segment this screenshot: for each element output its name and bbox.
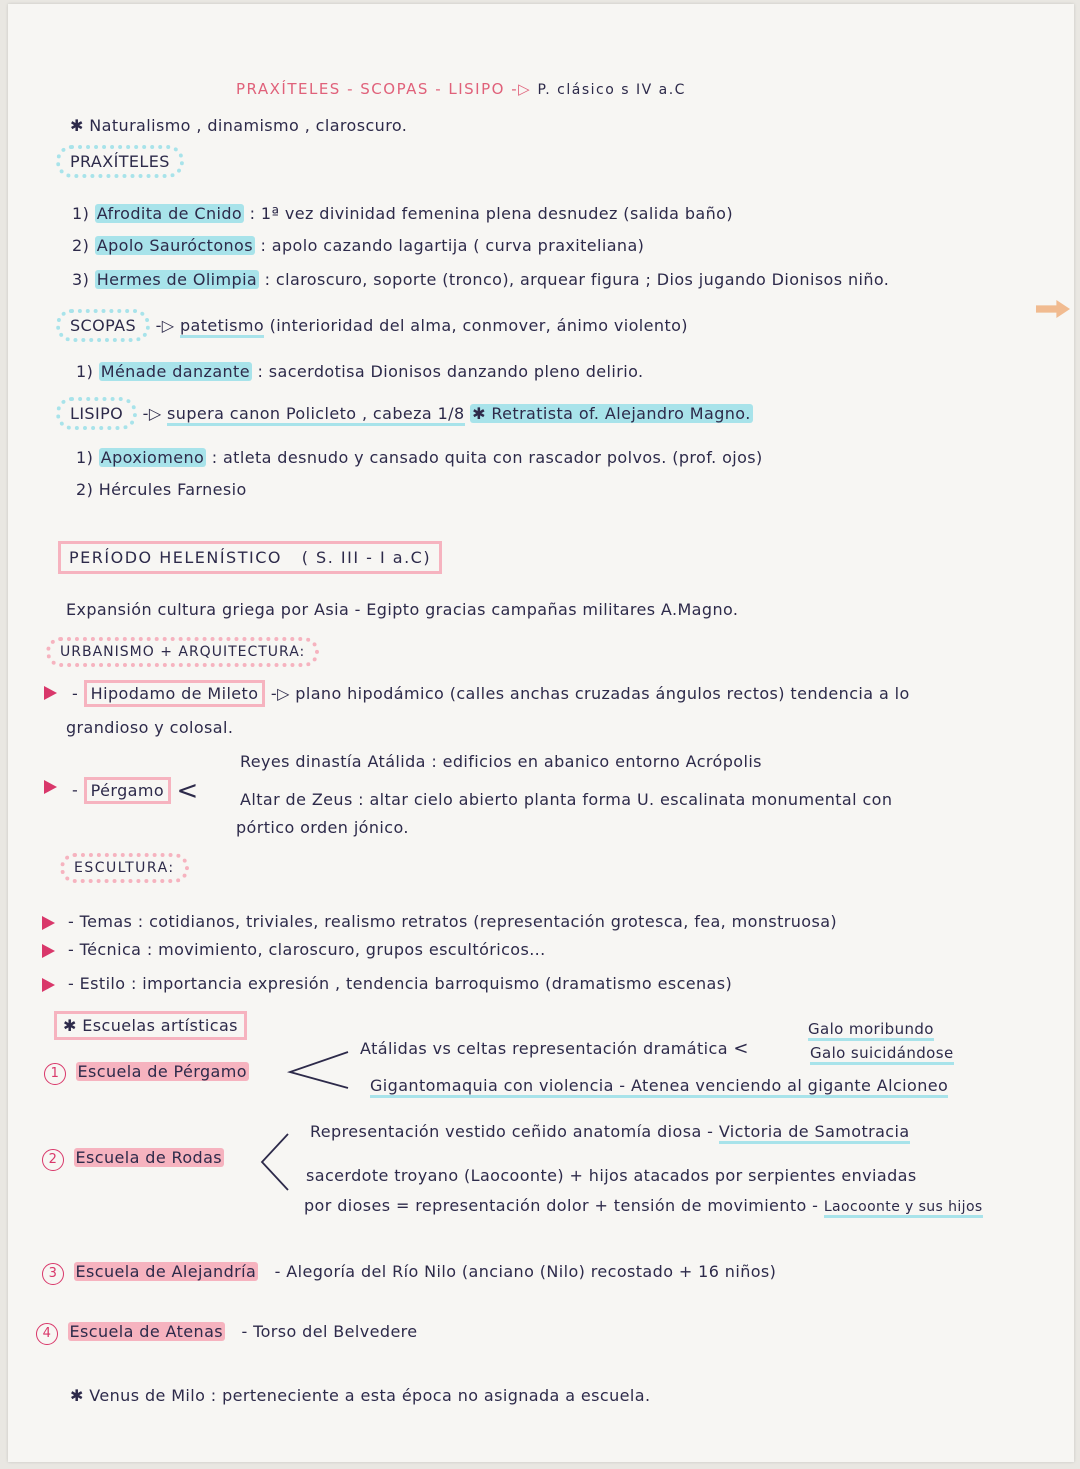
pergamo-school-line-1: Atálidas vs celtas representación dramática < (360, 1038, 749, 1059)
bullet-triangle-icon (44, 780, 57, 794)
escuela-pergamo: 1 Escuela de Pérgamo (44, 1062, 249, 1085)
escuela-rodas: 2 Escuela de Rodas (42, 1148, 224, 1171)
escultura-temas: - Temas : cotidianos, triviales, realismo retratos (representación grotesca, fea, monstruosa) (68, 912, 838, 931)
escuela-alejandria: 3 Escuela de Alejandría - Alegoría del Río Nilo (anciano (Nilo) recostado + 16 niños) (42, 1262, 776, 1285)
escultura-tecnica: - Técnica : movimiento, claroscuro, grupos escultóricos... (68, 940, 546, 959)
scopas-title: SCOPAS (56, 309, 150, 342)
hipodamo-line: - Hipodamo de Mileto -▷ plano hipodámico (calles anchas cruzadas ángulos rectos) tendencia a lo (72, 684, 910, 703)
pergamo-line-1: Reyes dinastía Atálida : edificios en abanico entorno Acrópolis (240, 752, 762, 771)
pergamo-school-line-2: Gigantomaquia con violencia - Atenea venciendo al gigante Alcioneo (370, 1076, 948, 1095)
bracket-icon (286, 1048, 350, 1092)
escultura-estilo: - Estilo : importancia expresión , tendencia barroquismo (dramatismo escenas) (68, 974, 733, 993)
traits-line: ✱ Naturalismo , dinamismo , claroscuro. (70, 116, 408, 135)
arrow-icon: -▷ (511, 80, 532, 98)
page-heading (236, 80, 686, 98)
heading-period: P. clásico s IV a.C (537, 82, 686, 98)
escuelas-title: ✱ Escuelas artísticas (54, 1016, 247, 1035)
rodas-line-3: por dioses = representación dolor + tensión de movimiento - Laocoonte y sus hijos (304, 1196, 983, 1215)
scopas-line: SCOPAS -▷ patetismo (interioridad del alma, conmover, ánimo violento) (56, 316, 688, 335)
urbanismo-title: URBANISMO + ARQUITECTURA: (46, 644, 319, 660)
lisipo-item-2: 2) Hércules Farnesio (76, 480, 247, 499)
pergamo-line-2: Altar de Zeus : altar cielo abierto planta forma U. escalinata monumental con (240, 790, 893, 809)
bullet-triangle-icon (42, 978, 55, 992)
bullet-triangle-icon (42, 944, 55, 958)
arrow-icon: -▷ (142, 404, 162, 423)
lisipo-line: LISIPO -▷ supera canon Policleto , cabeza 1/8 ✱ Retratista of. Alejandro Magno. (56, 404, 753, 423)
pergamo-line-3: pórtico orden jónico. (236, 818, 409, 837)
galo-suicidandose: Galo suicidándose (810, 1044, 954, 1062)
helenistico-intro: Expansión cultura griega por Asia - Egipto gracias campañas militares A.Magno. (66, 600, 739, 619)
galo-moribundo: Galo moribundo (808, 1020, 934, 1038)
rodas-line-1: Representación vestido ceñido anatomía diosa - Victoria de Samotracia (310, 1122, 910, 1141)
arrow-icon: -▷ (270, 684, 290, 703)
bullet-triangle-icon (42, 916, 55, 930)
lisipo-title: LISIPO (56, 397, 137, 430)
praxiteles-item-1: 1) Afrodita de Cnido : 1ª vez divinidad femenina plena desnudez (salida baño) (72, 204, 733, 223)
rodas-line-2: sacerdote troyano (Laocoonte) + hijos atacados por serpientes enviadas (306, 1166, 917, 1185)
heading-names: PRAXÍTELES - SCOPAS - LISIPO (236, 80, 505, 98)
praxiteles-title: PRAXÍTELES (56, 152, 184, 171)
praxiteles-item-3: 3) Hermes de Olimpia : claroscuro, soporte (tronco), arquear figura ; Dios jugando Dionisos niño. (72, 270, 890, 289)
escultura-title: ESCULTURA: (60, 860, 189, 876)
hipodamo-line-2: grandioso y colosal. (66, 718, 234, 737)
hipodamo-name: Hipodamo de Mileto (84, 680, 266, 707)
arrow-icon: -▷ (155, 316, 175, 335)
helenistico-title: PERÍODO HELENÍSTICO ( S. III - I a.C) (58, 548, 442, 567)
scopas-item-1: 1) Ménade danzante : sacerdotisa Dionisos danzando pleno delirio. (76, 362, 644, 381)
escuela-atenas: 4 Escuela de Atenas - Torso del Belvedere (36, 1322, 418, 1345)
venus-note: ✱ Venus de Milo : perteneciente a esta época no asignada a escuela. (70, 1386, 651, 1405)
lisipo-item-1: 1) Apoxiomeno : atleta desnudo y cansado quita con rascador polvos. (prof. ojos) (76, 448, 763, 467)
bullet-triangle-icon (44, 686, 57, 700)
bracket-icon (258, 1132, 292, 1192)
praxiteles-item-2: 2) Apolo Sauróctonos : apolo cazando lagartija ( curva praxiteliana) (72, 236, 645, 255)
pergamo-label: - Pérgamo < (72, 776, 199, 806)
